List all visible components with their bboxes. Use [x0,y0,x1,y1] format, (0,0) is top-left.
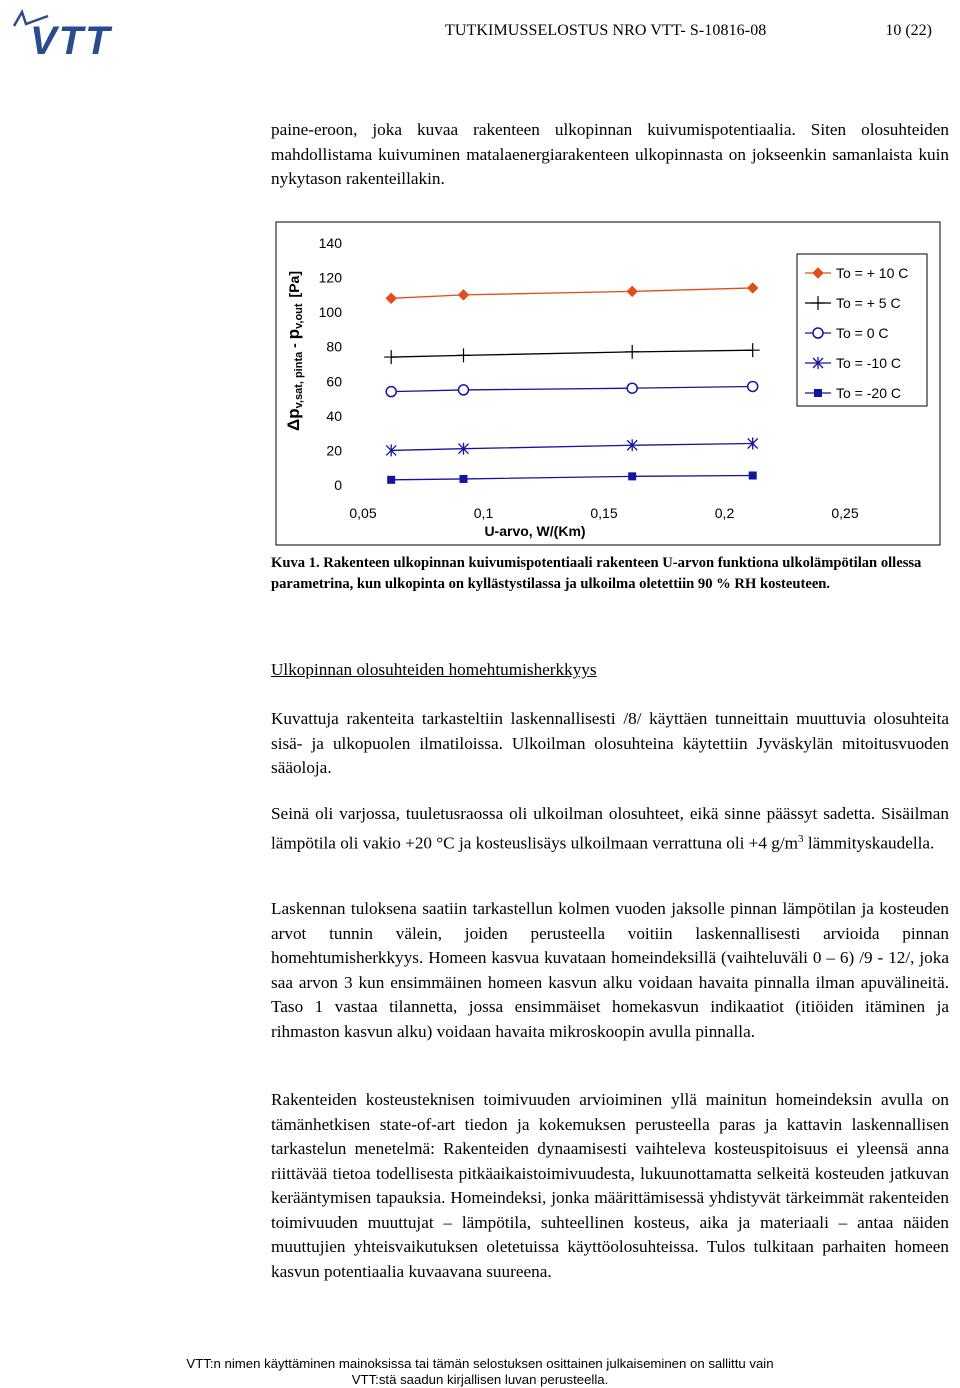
y-tick-label: 40 [326,407,342,424]
y-tick-label: 80 [326,338,342,355]
x-tick-label: 0,25 [831,505,859,521]
logo-text: VTT [30,19,112,58]
intro-paragraph: paine-eroon, joka kuvaa rakenteen ulkopinnan kuivumispotentiaalia. Siten olosuhteiden mahdollistama kuivuminen matalaenergiarakenteen ulkopinnasta on jokseenkin samanlaista kuin nykytason rakenteillakin. [271,120,949,188]
legend-label: To = + 10 C [836,265,909,281]
drying-potential-chart [275,221,941,546]
y-tick-label: 120 [318,269,342,286]
legend-label: To = -20 C [836,385,901,401]
x-tick-label: 0,1 [473,505,494,521]
data-point-square [387,476,395,484]
data-point-square [749,471,757,479]
paragraph-4: Rakenteiden kosteusteknisen toimivuuden arvioiminen yllä mainitun homeindeksin avulla on tämänhetkisen state-of-art tiedon ja kokemuksen perusteella paras ja kattavin laskennallisen tarkastelun menetelmä: Rakenteiden dynaamisesti vaihteleva kosteuspitoisuus ei yleensä anna riittävää tietoa todellisesta pitkäaikaistoimivuudesta, lukuunottamatta selkeitä kosteuden jatkuvan kerääntymisen tapauksia. Homeindeksi, jonka määrittämisessä yhdistyvät tärkeimmät rakenteiden toimivuuden muuttujat – lämpötila, suhteellinen kosteus, aika ja materiaali – antaa näiden muuttujien yhteisvaikutuksen oletetuissa käyttöolosuhteissa. Tulos tulkitaan parhaiten homeen kasvun potentiaalia kuvaavana suureena. [271,1090,949,1281]
data-point-square [460,475,468,483]
y-label-p2: p [284,328,303,340]
x-tick-label: 0,2 [714,505,735,521]
footer-line-1: VTT:n nimen käyttäminen mainoksissa tai tämän selostuksen osittainen julkaiseminen on sallittu vain [186,1356,774,1371]
y-tick-label: 0 [334,477,342,493]
data-point-square [814,389,822,397]
paragraph-3: Laskennan tuloksena saatiin tarkastellun kolmen vuoden jaksolle pinnan lämpötilan ja kosteuden arvot tunnin välein, joiden perusteella voitiin laskennallisesti arvioida pinnan homehtumisherkkyys. Homeen kasvua kuvataan homeindeksillä (vaihteluväli 0 – 6) /9 - 12/, joka saa arvon 3 kun ensimmäinen homeen kasvun alku voidaan havaita pinnalla ilman apuvälineitä. Taso 1 vastaa tilannetta, jossa ensimmäiset homekasvun indikaatiot (itiöiden itäminen ja rihmaston kasvun alku) voidaan havaita mikroskoopin avulla pinnalla. [271,899,949,1041]
data-point-circle [813,328,823,338]
paragraph-2-text: Seinä oli varjossa, tuuletusraossa oli ulkoilman olosuhteet, eikä sinne päässyt sadetta. Sisäilman lämpötila oli vakio +20 °C ja kosteuslisäys ulkoilmaan verrattuna oli +4 g/m [271,804,949,853]
y-label-sub2: v,out [293,303,305,329]
figure-caption: Kuva 1. Rakenteen ulkopinnan kuivumispotentiaali rakenteen U-arvon funktiona ulkolämpötilan ollessa parametrina, kun ulkopinta on kyllästystilassa ja ulkoilma oletettiin 90 % RH kosteuteen. [271,555,922,592]
section-heading: Ulkopinnan olosuhteiden homehtumisherkkyys [271,660,597,679]
legend-label: To = 0 C [836,325,889,341]
y-label-p1: p [284,408,303,419]
x-axis-label: U-arvo, W/(Km) [484,523,586,539]
y-tick-label: 60 [326,373,342,390]
report-number: TUTKIMUSSELOSTUS NRO VTT- S-10816-08 [445,22,767,39]
footer-line-2: VTT:stä saadun kirjallisen luvan perusteella. [351,1372,609,1387]
data-point-square [628,472,636,480]
y-label-minus: - [286,339,302,352]
paragraph-1: Kuvattuja rakenteita tarkasteltiin laskennallisesti /8/ käyttäen tunneittain muuttuvia olosuhteita sisä- ja ulkopuolen ilmatiloissa. Ulkoilman olosuhteina käytettiin Jyväskylän mitoitusvuoden sääoloja. [271,709,949,777]
page-number: 10 (22) [885,22,932,39]
data-point-circle [459,385,469,395]
y-tick-label: 20 [326,442,342,459]
paragraph-2-tail: lämmityskaudella. [803,833,935,853]
legend-label: To = -10 C [836,355,901,371]
y-tick-label: 140 [318,235,342,251]
paragraph-2 [271,802,949,856]
data-point-circle [748,381,758,391]
y-label-sub1: v,sat, pinta [293,351,305,409]
y-tick-label: 100 [318,304,342,321]
legend-label: To = + 5 C [836,295,901,311]
x-tick-label: 0,15 [590,505,618,521]
y-label-unit: [Pa] [286,270,302,298]
y-label-delta: Δ [284,418,303,432]
x-tick-label: 0,05 [349,505,377,521]
data-point-circle [386,387,396,397]
data-point-circle [627,383,637,393]
vtt-logo [8,6,138,58]
paragraph-2-superscript: 3 [798,832,804,845]
